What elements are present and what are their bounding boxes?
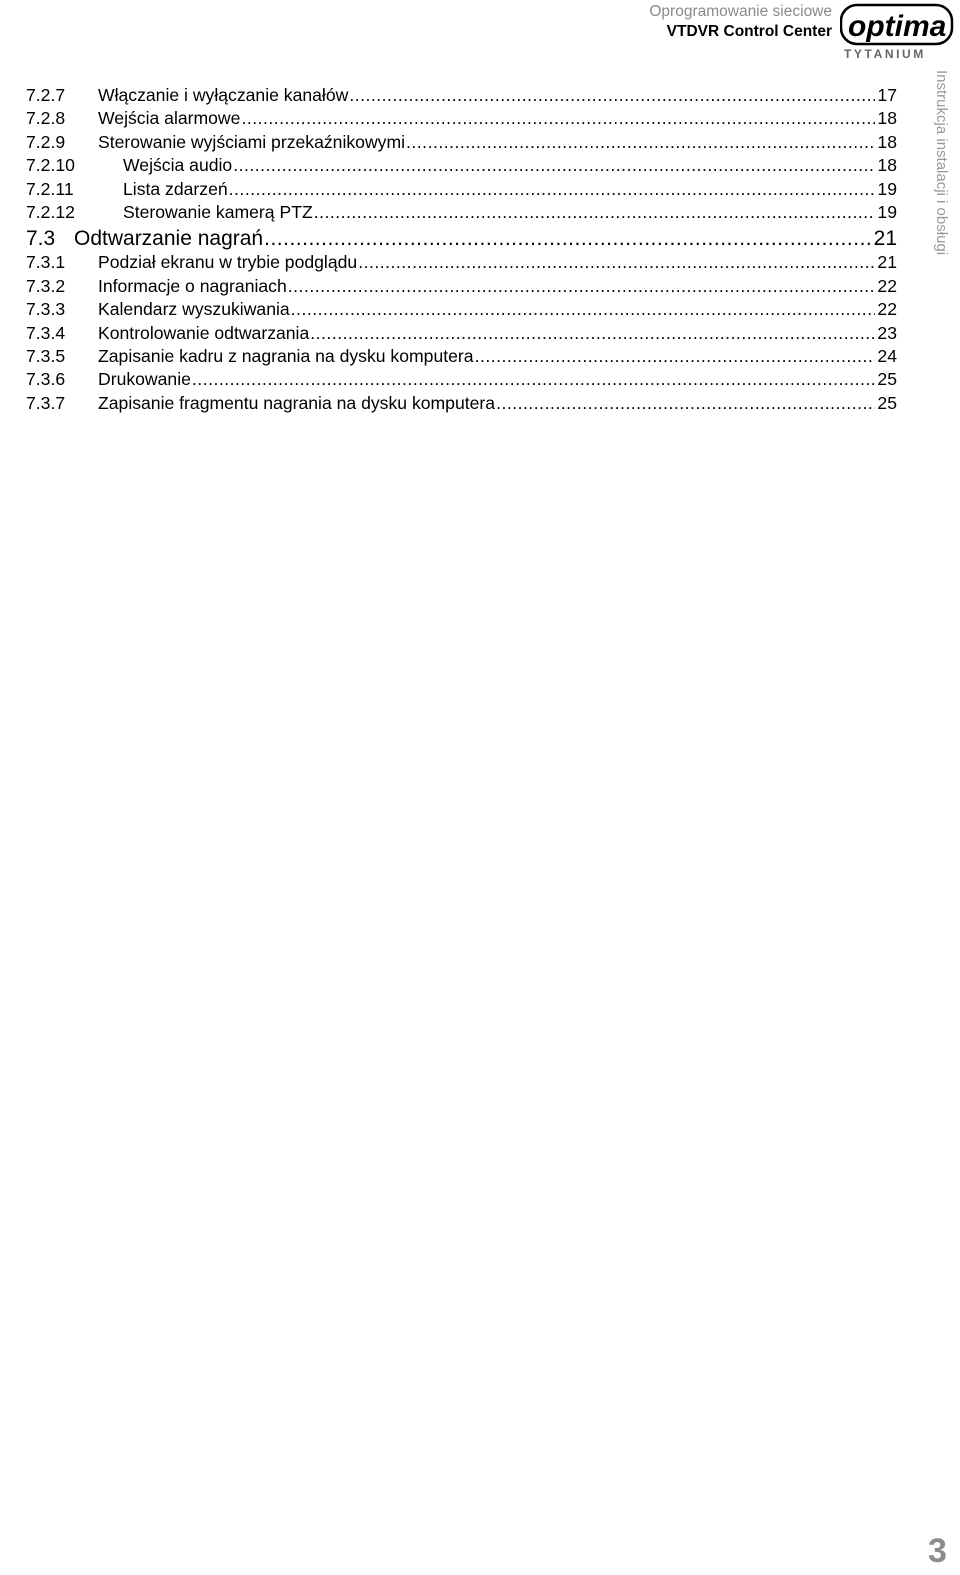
- logo-text: optima: [848, 10, 947, 43]
- toc-entry-page: 25: [877, 369, 897, 390]
- toc-dot-leader: [349, 84, 875, 107]
- toc-entry-number: 7.2.12: [26, 201, 75, 222]
- logo-subtext: TYTANIUM: [844, 47, 926, 61]
- toc-entry-page: 21: [877, 252, 897, 273]
- toc-entry[interactable]: [26, 201, 897, 224]
- toc-dot-leader: [475, 345, 876, 368]
- toc-entry-title: Drukowanie: [98, 369, 191, 390]
- toc-entry-title: Odtwarzanie nagrań: [74, 227, 264, 251]
- page-number: 3: [928, 1532, 947, 1570]
- toc-dot-leader: [406, 131, 875, 154]
- toc-entry-number: 7.2.10: [26, 155, 75, 176]
- toc-entry[interactable]: [26, 225, 897, 252]
- toc-dot-leader: [229, 178, 876, 201]
- toc-entry[interactable]: [26, 298, 897, 321]
- toc-dot-leader: [291, 298, 876, 321]
- toc-dot-leader: [264, 225, 872, 252]
- toc-entry[interactable]: [26, 368, 897, 391]
- toc-entry-page: 18: [877, 155, 897, 176]
- toc-entry-page: 19: [877, 178, 897, 199]
- toc-dot-leader: [192, 368, 876, 391]
- toc-entry-title: Sterowanie kamerą PTZ: [123, 201, 313, 222]
- toc-entry-number: 7.2.7: [26, 85, 66, 105]
- toc-entry-number: 7.3.7: [26, 392, 66, 413]
- toc-entry-page: 18: [877, 108, 897, 129]
- toc-entry-title: Włączanie i wyłączanie kanałów: [98, 85, 349, 105]
- toc-entry-number: 7.3.2: [26, 275, 66, 296]
- toc-entry-page: 19: [877, 201, 897, 222]
- toc-dot-leader: [233, 154, 875, 177]
- toc-entry-page: 22: [877, 299, 897, 320]
- toc-dot-leader: [310, 322, 875, 345]
- toc-entry-page: 18: [877, 131, 897, 152]
- toc-entry[interactable]: [26, 131, 897, 154]
- table-of-contents: [26, 84, 897, 415]
- header-title: VTDVR Control Center: [666, 23, 832, 40]
- side-label: [933, 70, 959, 270]
- toc-entry-number: 7.3: [26, 227, 56, 251]
- toc-entry-title: Informacje o nagraniach: [98, 275, 287, 296]
- toc-dot-leader: [358, 251, 875, 274]
- toc-entry-page: 23: [877, 322, 897, 343]
- toc-entry-page: 17: [877, 85, 897, 105]
- toc-entry-number: 7.3.4: [26, 322, 66, 343]
- toc-entry-page: 25: [877, 392, 897, 413]
- toc-entry-title: Zapisanie kadru z nagrania na dysku komputera: [98, 345, 474, 366]
- toc-entry[interactable]: [26, 178, 897, 201]
- toc-entry-number: 7.3.6: [26, 369, 66, 390]
- toc-entry[interactable]: [26, 322, 897, 345]
- toc-entry-title: Kontrolowanie odtwarzania: [98, 322, 310, 343]
- toc-entry-number: 7.2.8: [26, 108, 66, 129]
- toc-dot-leader: [241, 107, 875, 130]
- toc-entry-title: Podział ekranu w trybie podglądu: [98, 252, 358, 273]
- toc-entry-title: Lista zdarzeń: [123, 178, 228, 199]
- toc-entry-page: 24: [877, 345, 897, 366]
- toc-dot-leader: [314, 201, 876, 224]
- toc-entry-page: 21: [873, 227, 897, 251]
- toc-entry-title: Kalendarz wyszukiwania: [98, 299, 290, 320]
- toc-entry-title: Wejścia alarmowe: [98, 108, 241, 129]
- toc-entry[interactable]: [26, 275, 897, 298]
- toc-entry-page: 22: [877, 275, 897, 296]
- toc-entry-number: 7.3.1: [26, 252, 66, 273]
- toc-entry-number: 7.2.9: [26, 131, 66, 152]
- toc-entry-number: 7.3.3: [26, 299, 66, 320]
- toc-dot-leader: [496, 392, 875, 415]
- toc-entry-number: 7.3.5: [26, 345, 66, 366]
- toc-entry[interactable]: [26, 392, 897, 415]
- toc-entry[interactable]: [26, 107, 897, 130]
- page-header: [649, 2, 832, 41]
- toc-dot-leader: [288, 275, 876, 298]
- toc-entry-title: Sterowanie wyjściami przekaźnikowymi: [98, 131, 406, 152]
- optima-logo: [840, 3, 954, 61]
- toc-entry[interactable]: [26, 84, 897, 107]
- toc-entry[interactable]: [26, 345, 897, 368]
- toc-entry-number: 7.2.11: [26, 178, 74, 199]
- toc-entry[interactable]: [26, 251, 897, 274]
- toc-entry-title: Zapisanie fragmentu nagrania na dysku komputera: [98, 392, 496, 413]
- toc-entry-title: Wejścia audio: [123, 155, 233, 176]
- toc-entry[interactable]: [26, 154, 897, 177]
- side-label-text: Instrukcja instalacji i obsługi: [933, 70, 950, 256]
- header-subtitle: Oprogramowanie sieciowe: [649, 3, 832, 20]
